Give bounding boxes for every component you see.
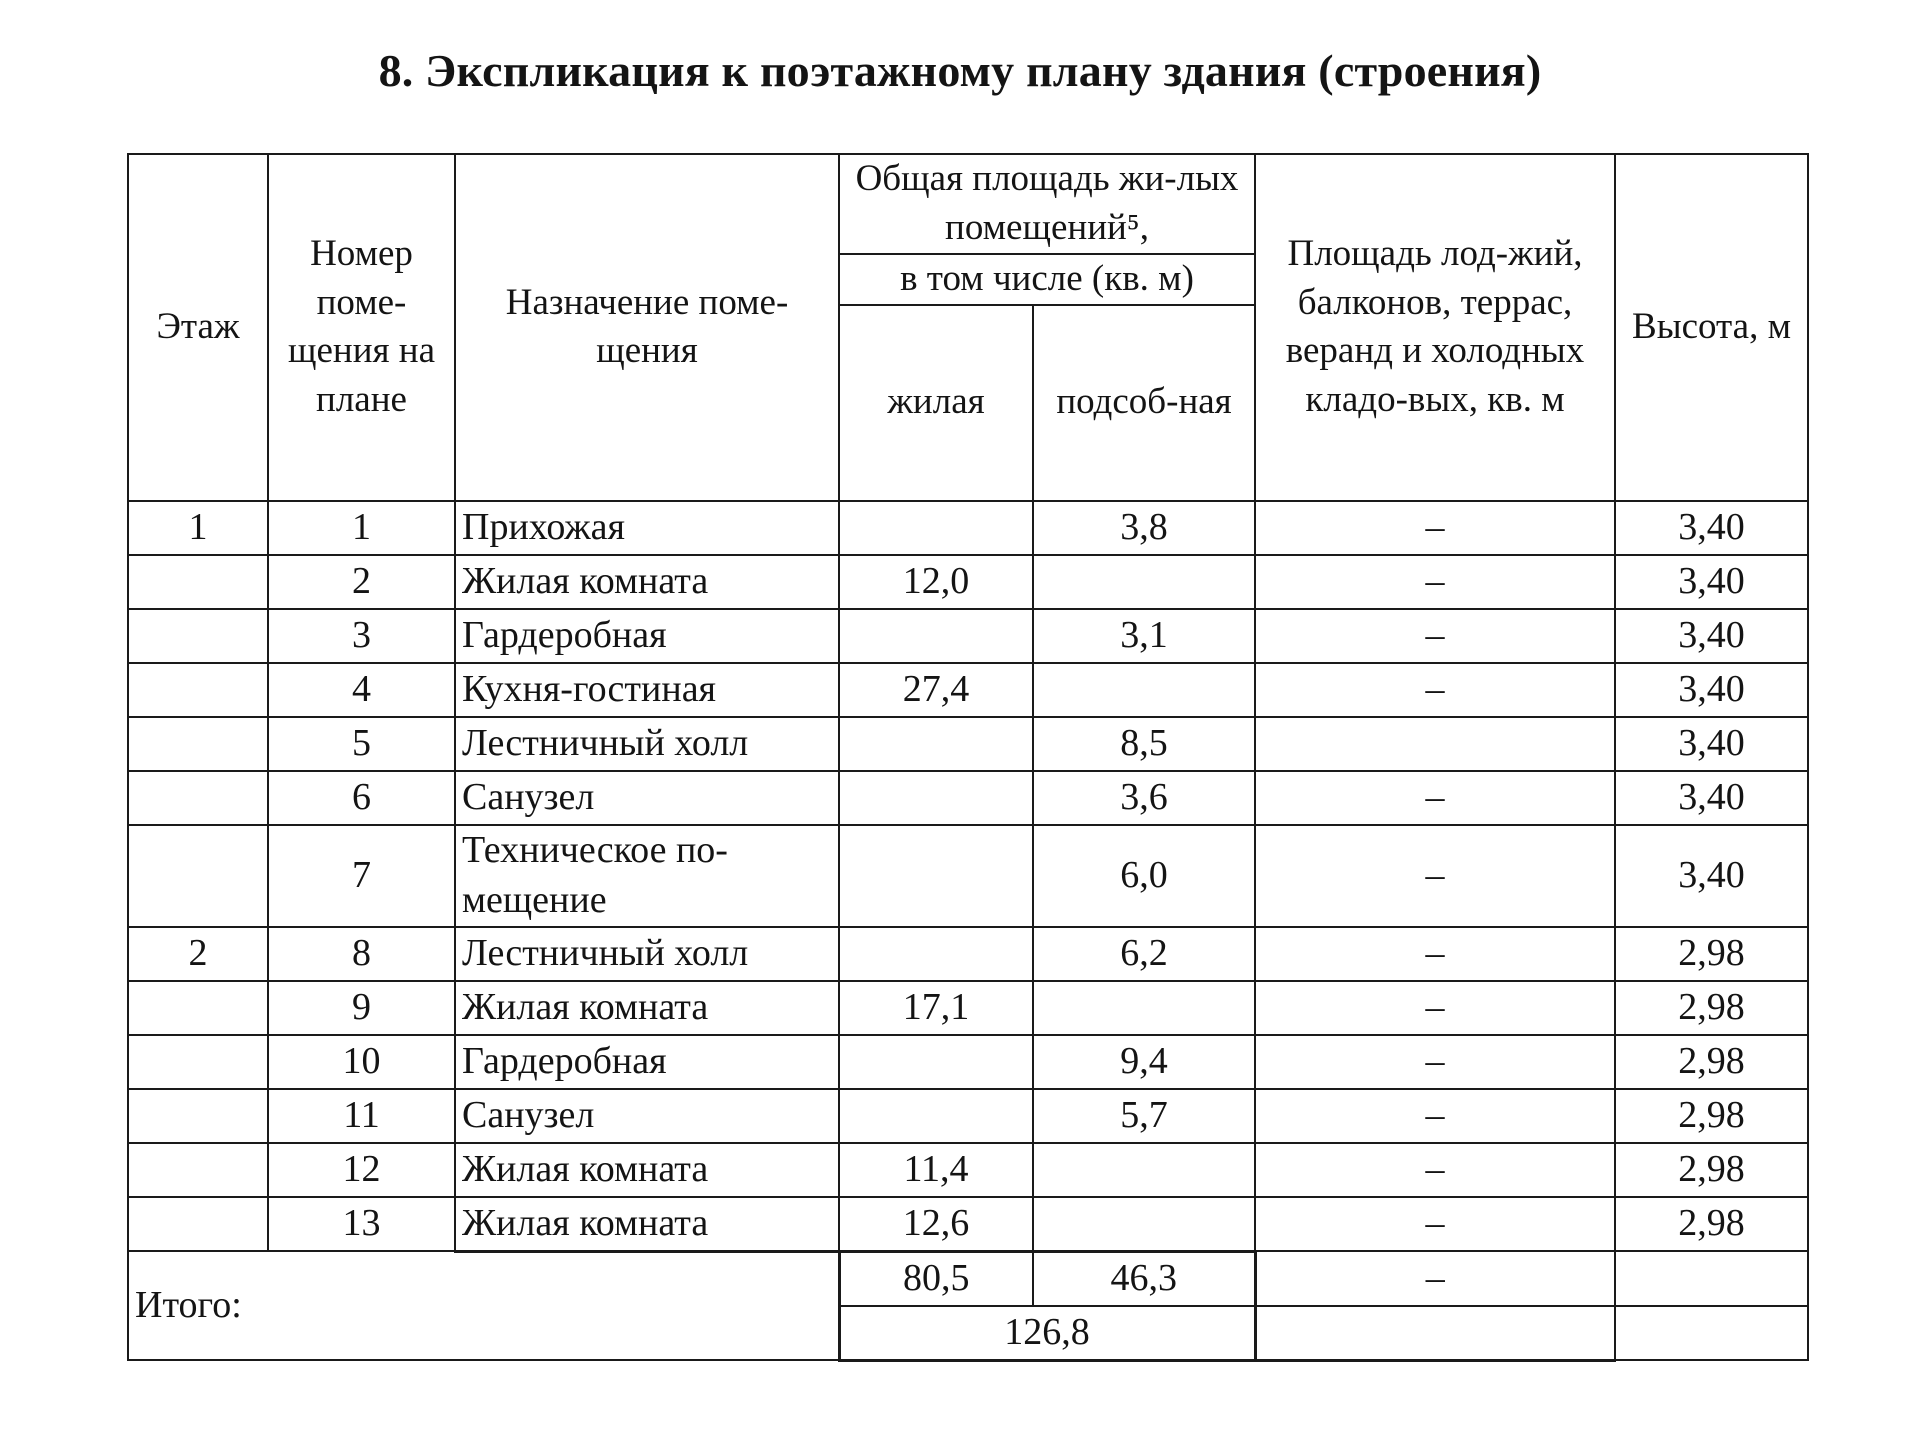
cell-loggia: –	[1255, 981, 1615, 1035]
cell-height: 3,40	[1615, 717, 1808, 771]
cell-number: 8	[268, 927, 455, 981]
cell-purpose: Санузел	[455, 1089, 839, 1143]
cell-purpose: Жилая комната	[455, 981, 839, 1035]
cell-floor	[128, 609, 268, 663]
cell-floor: 2	[128, 927, 268, 981]
cell-loggia: –	[1255, 555, 1615, 609]
table-row	[128, 501, 1808, 555]
cell-number: 9	[268, 981, 455, 1035]
cell-living	[839, 1089, 1033, 1143]
table-row	[128, 663, 1808, 717]
cell-auxiliary: 9,4	[1033, 1035, 1255, 1089]
cell-auxiliary: 3,6	[1033, 771, 1255, 825]
cell-number: 13	[268, 1197, 455, 1252]
table-row	[128, 717, 1808, 771]
cell-purpose: Лестничный холл	[455, 717, 839, 771]
cell-floor	[128, 1089, 268, 1143]
cell-floor	[128, 825, 268, 927]
cell-purpose: Жилая комната	[455, 1143, 839, 1197]
cell-auxiliary: 6,0	[1033, 825, 1255, 927]
cell-number: 5	[268, 717, 455, 771]
cell-number: 1	[268, 501, 455, 555]
table-row	[128, 771, 1808, 825]
table-row	[128, 1089, 1808, 1143]
cell-purpose: Жилая комната	[455, 1197, 839, 1252]
total-living: 80,5	[839, 1251, 1033, 1306]
cell-living: 27,4	[839, 663, 1033, 717]
cell-loggia: –	[1255, 609, 1615, 663]
cell-floor	[128, 555, 268, 609]
cell-floor	[128, 1197, 268, 1252]
table-row	[128, 1035, 1808, 1089]
cell-purpose: Кухня-гостиная	[455, 663, 839, 717]
cell-living: 17,1	[839, 981, 1033, 1035]
cell-purpose: Прихожая	[455, 501, 839, 555]
header-including: в том числе (кв. м)	[839, 254, 1255, 305]
cell-number: 12	[268, 1143, 455, 1197]
cell-height: 2,98	[1615, 1143, 1808, 1197]
cell-living	[839, 825, 1033, 927]
cell-floor	[128, 1035, 268, 1089]
cell-auxiliary: 3,1	[1033, 609, 1255, 663]
total-row	[128, 1251, 1808, 1306]
cell-living: 11,4	[839, 1143, 1033, 1197]
table-row	[128, 981, 1808, 1035]
cell-auxiliary: 5,7	[1033, 1089, 1255, 1143]
cell-purpose: Гардеробная	[455, 609, 839, 663]
cell-purpose: Жилая комната	[455, 555, 839, 609]
header-floor: Этаж	[128, 154, 268, 501]
cell-living	[839, 771, 1033, 825]
cell-loggia: –	[1255, 825, 1615, 927]
cell-auxiliary	[1033, 555, 1255, 609]
table-row	[128, 609, 1808, 663]
cell-floor	[128, 771, 268, 825]
explication-table	[127, 153, 1809, 1362]
cell-floor	[128, 981, 268, 1035]
cell-living	[839, 609, 1033, 663]
cell-height: 3,40	[1615, 555, 1808, 609]
cell-height: 2,98	[1615, 981, 1808, 1035]
page-title: 8. Экспликация к поэтажному плану здания (строения)	[378, 45, 1542, 96]
total-label: Итого:	[128, 1251, 839, 1360]
cell-auxiliary: 6,2	[1033, 927, 1255, 981]
cell-living	[839, 717, 1033, 771]
cell-floor: 1	[128, 501, 268, 555]
table-row	[128, 1143, 1808, 1197]
header-loggia-area: Площадь лод-жий, балконов, террас, веранд и холодных кладо-вых, кв. м	[1255, 154, 1615, 501]
table-row	[128, 1197, 1808, 1252]
cell-number: 11	[268, 1089, 455, 1143]
cell-number: 7	[268, 825, 455, 927]
cell-number: 10	[268, 1035, 455, 1089]
cell-number: 4	[268, 663, 455, 717]
cell-auxiliary	[1033, 663, 1255, 717]
cell-height: 3,40	[1615, 663, 1808, 717]
cell-living	[839, 927, 1033, 981]
cell-floor	[128, 717, 268, 771]
cell-loggia: –	[1255, 1089, 1615, 1143]
cell-number: 2	[268, 555, 455, 609]
cell-living: 12,6	[839, 1197, 1033, 1252]
cell-auxiliary	[1033, 1197, 1255, 1252]
cell-living: 12,0	[839, 555, 1033, 609]
cell-loggia: –	[1255, 1035, 1615, 1089]
cell-loggia: –	[1255, 663, 1615, 717]
cell-height: 3,40	[1615, 609, 1808, 663]
cell-living	[839, 1035, 1033, 1089]
cell-purpose: Гардеробная	[455, 1035, 839, 1089]
cell-number: 3	[268, 609, 455, 663]
total-loggia: –	[1255, 1251, 1615, 1306]
header-height: Высота, м	[1615, 154, 1808, 501]
cell-height: 3,40	[1615, 825, 1808, 927]
cell-loggia: –	[1255, 771, 1615, 825]
cell-auxiliary	[1033, 981, 1255, 1035]
cell-height: 3,40	[1615, 771, 1808, 825]
header-total-area: Общая площадь жи-лых помещений⁵,	[839, 154, 1255, 254]
table-row	[128, 555, 1808, 609]
cell-loggia: –	[1255, 927, 1615, 981]
cell-living	[839, 501, 1033, 555]
cell-floor	[128, 1143, 268, 1197]
cell-purpose: Лестничный холл	[455, 927, 839, 981]
total-sum: 126,8	[839, 1306, 1255, 1361]
header-auxiliary: подсоб-ная	[1033, 305, 1255, 501]
header-purpose: Назначение поме-щения	[455, 154, 839, 501]
cell-height: 2,98	[1615, 1197, 1808, 1252]
cell-height: 2,98	[1615, 1089, 1808, 1143]
cell-purpose: Санузел	[455, 771, 839, 825]
table-row	[128, 927, 1808, 981]
total-loggia-empty	[1255, 1306, 1615, 1361]
cell-auxiliary: 3,8	[1033, 501, 1255, 555]
cell-height: 2,98	[1615, 1035, 1808, 1089]
total-auxiliary: 46,3	[1033, 1251, 1255, 1306]
table-row	[128, 825, 1808, 927]
cell-number: 6	[268, 771, 455, 825]
header-living: жилая	[839, 305, 1033, 501]
cell-floor	[128, 663, 268, 717]
cell-loggia: –	[1255, 1197, 1615, 1252]
cell-height: 3,40	[1615, 501, 1808, 555]
cell-auxiliary: 8,5	[1033, 717, 1255, 771]
cell-height: 2,98	[1615, 927, 1808, 981]
total-height-empty	[1615, 1306, 1808, 1361]
cell-purpose: Техническое по-мещение	[455, 825, 839, 927]
cell-auxiliary	[1033, 1143, 1255, 1197]
cell-loggia: –	[1255, 501, 1615, 555]
cell-loggia: –	[1255, 1143, 1615, 1197]
total-height	[1615, 1251, 1808, 1306]
cell-loggia	[1255, 717, 1615, 771]
header-room-number: Номер поме-щения на плане	[268, 154, 455, 501]
